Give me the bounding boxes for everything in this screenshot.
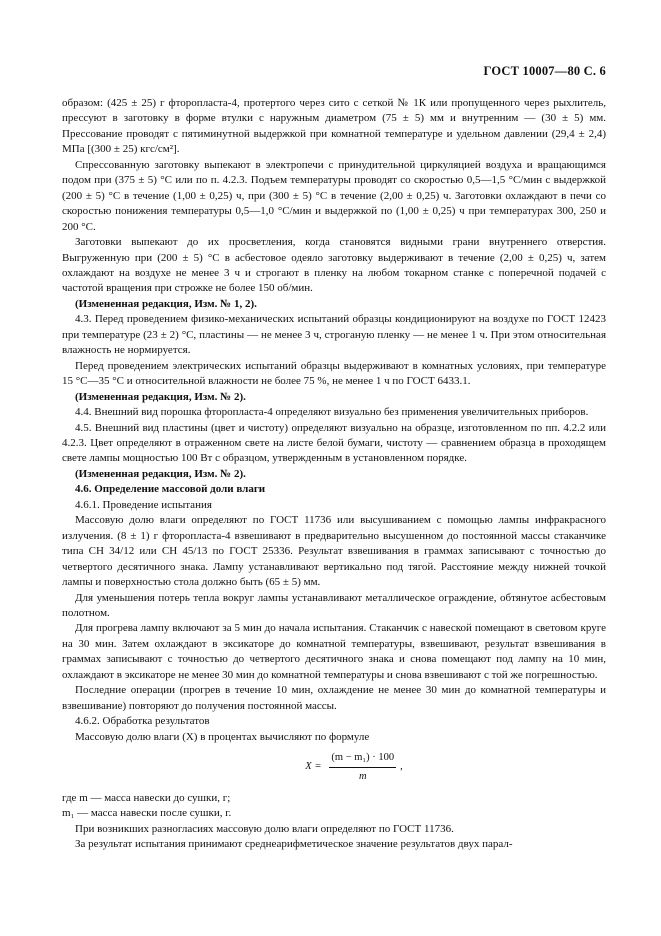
formula-lhs: X =: [305, 761, 322, 773]
paragraph: За результат испытания принимают среднеарифметическое значение результатов двух парал-: [75, 838, 513, 851]
paragraph: 4.4. Внешний вид порошка фторопласта-4 определяют визуально без применения увеличительных приборов.: [75, 406, 589, 419]
paragraph: Массовую долю влаги определяют по ГОСТ 11736 или высушиванием с помощью лампы инфракрасного излучения. (8 ± 1) г фторопласта-4 взвешивают в предварительно высушенном до постоянной массы стаканчике типа СН 34/12 или СН 45/13 по ГОСТ 25336. Результат взвешивания в граммах записывают с точностью до четвертого десятичного знака. Лампу устанавливают вертикально под тягой. Расстояние между нижней точкой лампы и поверхностью стола должно быть (65 ± 5) мм.: [62, 514, 606, 589]
document-body: [62, 96, 606, 853]
section-heading: 4.6. Определение массовой доли влаги: [75, 483, 266, 496]
subsection-heading: 4.6.2. Обработка результатов: [75, 715, 210, 728]
amendment-note: (Измененная редакция, Изм. № 1, 2).: [75, 297, 257, 310]
formula-numerator: (m − m₁) · 100: [329, 750, 396, 767]
moisture-formula: [102, 747, 606, 787]
paragraph: Для прогрева лампу включают за 5 мин до начала испытания. Стаканчик с навеской помещают в световом круге на 30 мин. Затем охлаждают в эксикаторе до комнатной температуры, взвешивают, результат взвешивания в граммах записывают с точностью до четвертого десятичного знака и снова помещают под лампу на 10 мин, охлаждают в эксикаторе не менее 30 мин до комнатной температуры и снова взвешивают с той же погрешностью.: [62, 622, 606, 681]
paragraph: Последние операции (прогрев в течение 10 мин, охлаждение не менее 30 мин до комнатной температуры и взвешивание) повторяют до получения постоянной массы.: [62, 684, 606, 712]
paragraph: При возникших разногласиях массовую долю влаги определяют по ГОСТ 11736.: [75, 822, 454, 835]
formula-fraction: [329, 750, 396, 784]
paragraph: Заготовки выпекают до их просветления, когда становятся видными грани внутреннего отверстия. Выгруженную при (200 ± 5) °С в асбестовое одеяло заготовку выдерживают в течение (2,00 ± 0,25) ч, затем охлаждают на воздухе не менее 3 ч и строгают в пленку на любом токарном станке с поперечной подачей с частотой вращения при строжке не более 150 об/мин.: [62, 236, 606, 295]
paragraph: Спрессованную заготовку выпекают в электропечи с принудительной циркуляцией воздуха и вращающимся подом при (375 ± 5) °С или по п. 4.2.3. Подъем температуры проводят со скоростью 0,5—1,5 °С/мин с выдержкой (200 ± 5) °С в течение (1,00 ± 0,25) ч, при (300 ± 5) °С в течение (2,00 ± 0,25) ч. Заготовки охлаждают в печи со скоростью понижения температуры 0,5—1,0 °С/мин и выдержкой по (1,00 ± 0,25) ч при температурах 300, 250 и 200 °С.: [62, 158, 606, 233]
variable-definition: где m — масса навески до сушки, г;: [62, 792, 231, 805]
variable-definition-text: m₁ — масса навески после сушки, г.: [62, 807, 232, 820]
formula-tail: ,: [400, 761, 403, 773]
amendment-note: (Измененная редакция, Изм. № 2).: [75, 467, 246, 480]
variable-definition: [62, 806, 606, 821]
page-header: ГОСТ 10007—80 С. 6: [483, 64, 606, 78]
formula-denominator: m: [358, 770, 367, 782]
paragraph: образом: (425 ± 25) г фторопласта-4, протертого через сито с сеткой № 1К или пропущенного через рыхлитель, прессуют в заготовку в форме втулки с наружным диаметром (75 ± 5) мм и внутренним — (30 ± 5) мм. Прессование проводят с пятиминутной выдержкой при комнатной температуре и удельном давлении (29,4 ± 2,4) МПа [(300 ± 25) кгс/см²].: [62, 97, 606, 156]
amendment-note: (Измененная редакция, Изм. № 2).: [75, 390, 246, 403]
paragraph: 4.3. Перед проведением физико-механических испытаний образцы кондиционируют на воздухе по ГОСТ 12423 при температуре (23 ± 2) °С, пластины — не менее 3 ч, строганую пленку — не менее 1 ч. При этом относительная влажность не нормируется.: [62, 313, 606, 357]
paragraph: Для уменьшения потерь тепла вокруг лампы устанавливают металлическое ограждение, обтянутое асбестовым полотном.: [62, 591, 606, 619]
subsection-heading: 4.6.1. Проведение испытания: [75, 498, 212, 511]
paragraph: Перед проведением электрических испытаний образцы выдерживают в комнатных условиях, при температуре 15 °С—35 °С и относительной влажности не более 75 %, не менее 1 ч по ГОСТ 6433.1.: [62, 359, 606, 388]
paragraph: Массовую долю влаги (X) в процентах вычисляют по формуле: [75, 730, 370, 743]
paragraph: 4.5. Внешний вид пластины (цвет и чистоту) определяют визуально на образце, изготовленном по пп. 4.2.2 или 4.2.3. Цвет определяют в отраженном свете на листе белой бумаги, чистоту — сравнением образца в проходящем свете лампы мощностью 100 Вт с образцом, утвержденным в установленном порядке.: [62, 421, 606, 465]
